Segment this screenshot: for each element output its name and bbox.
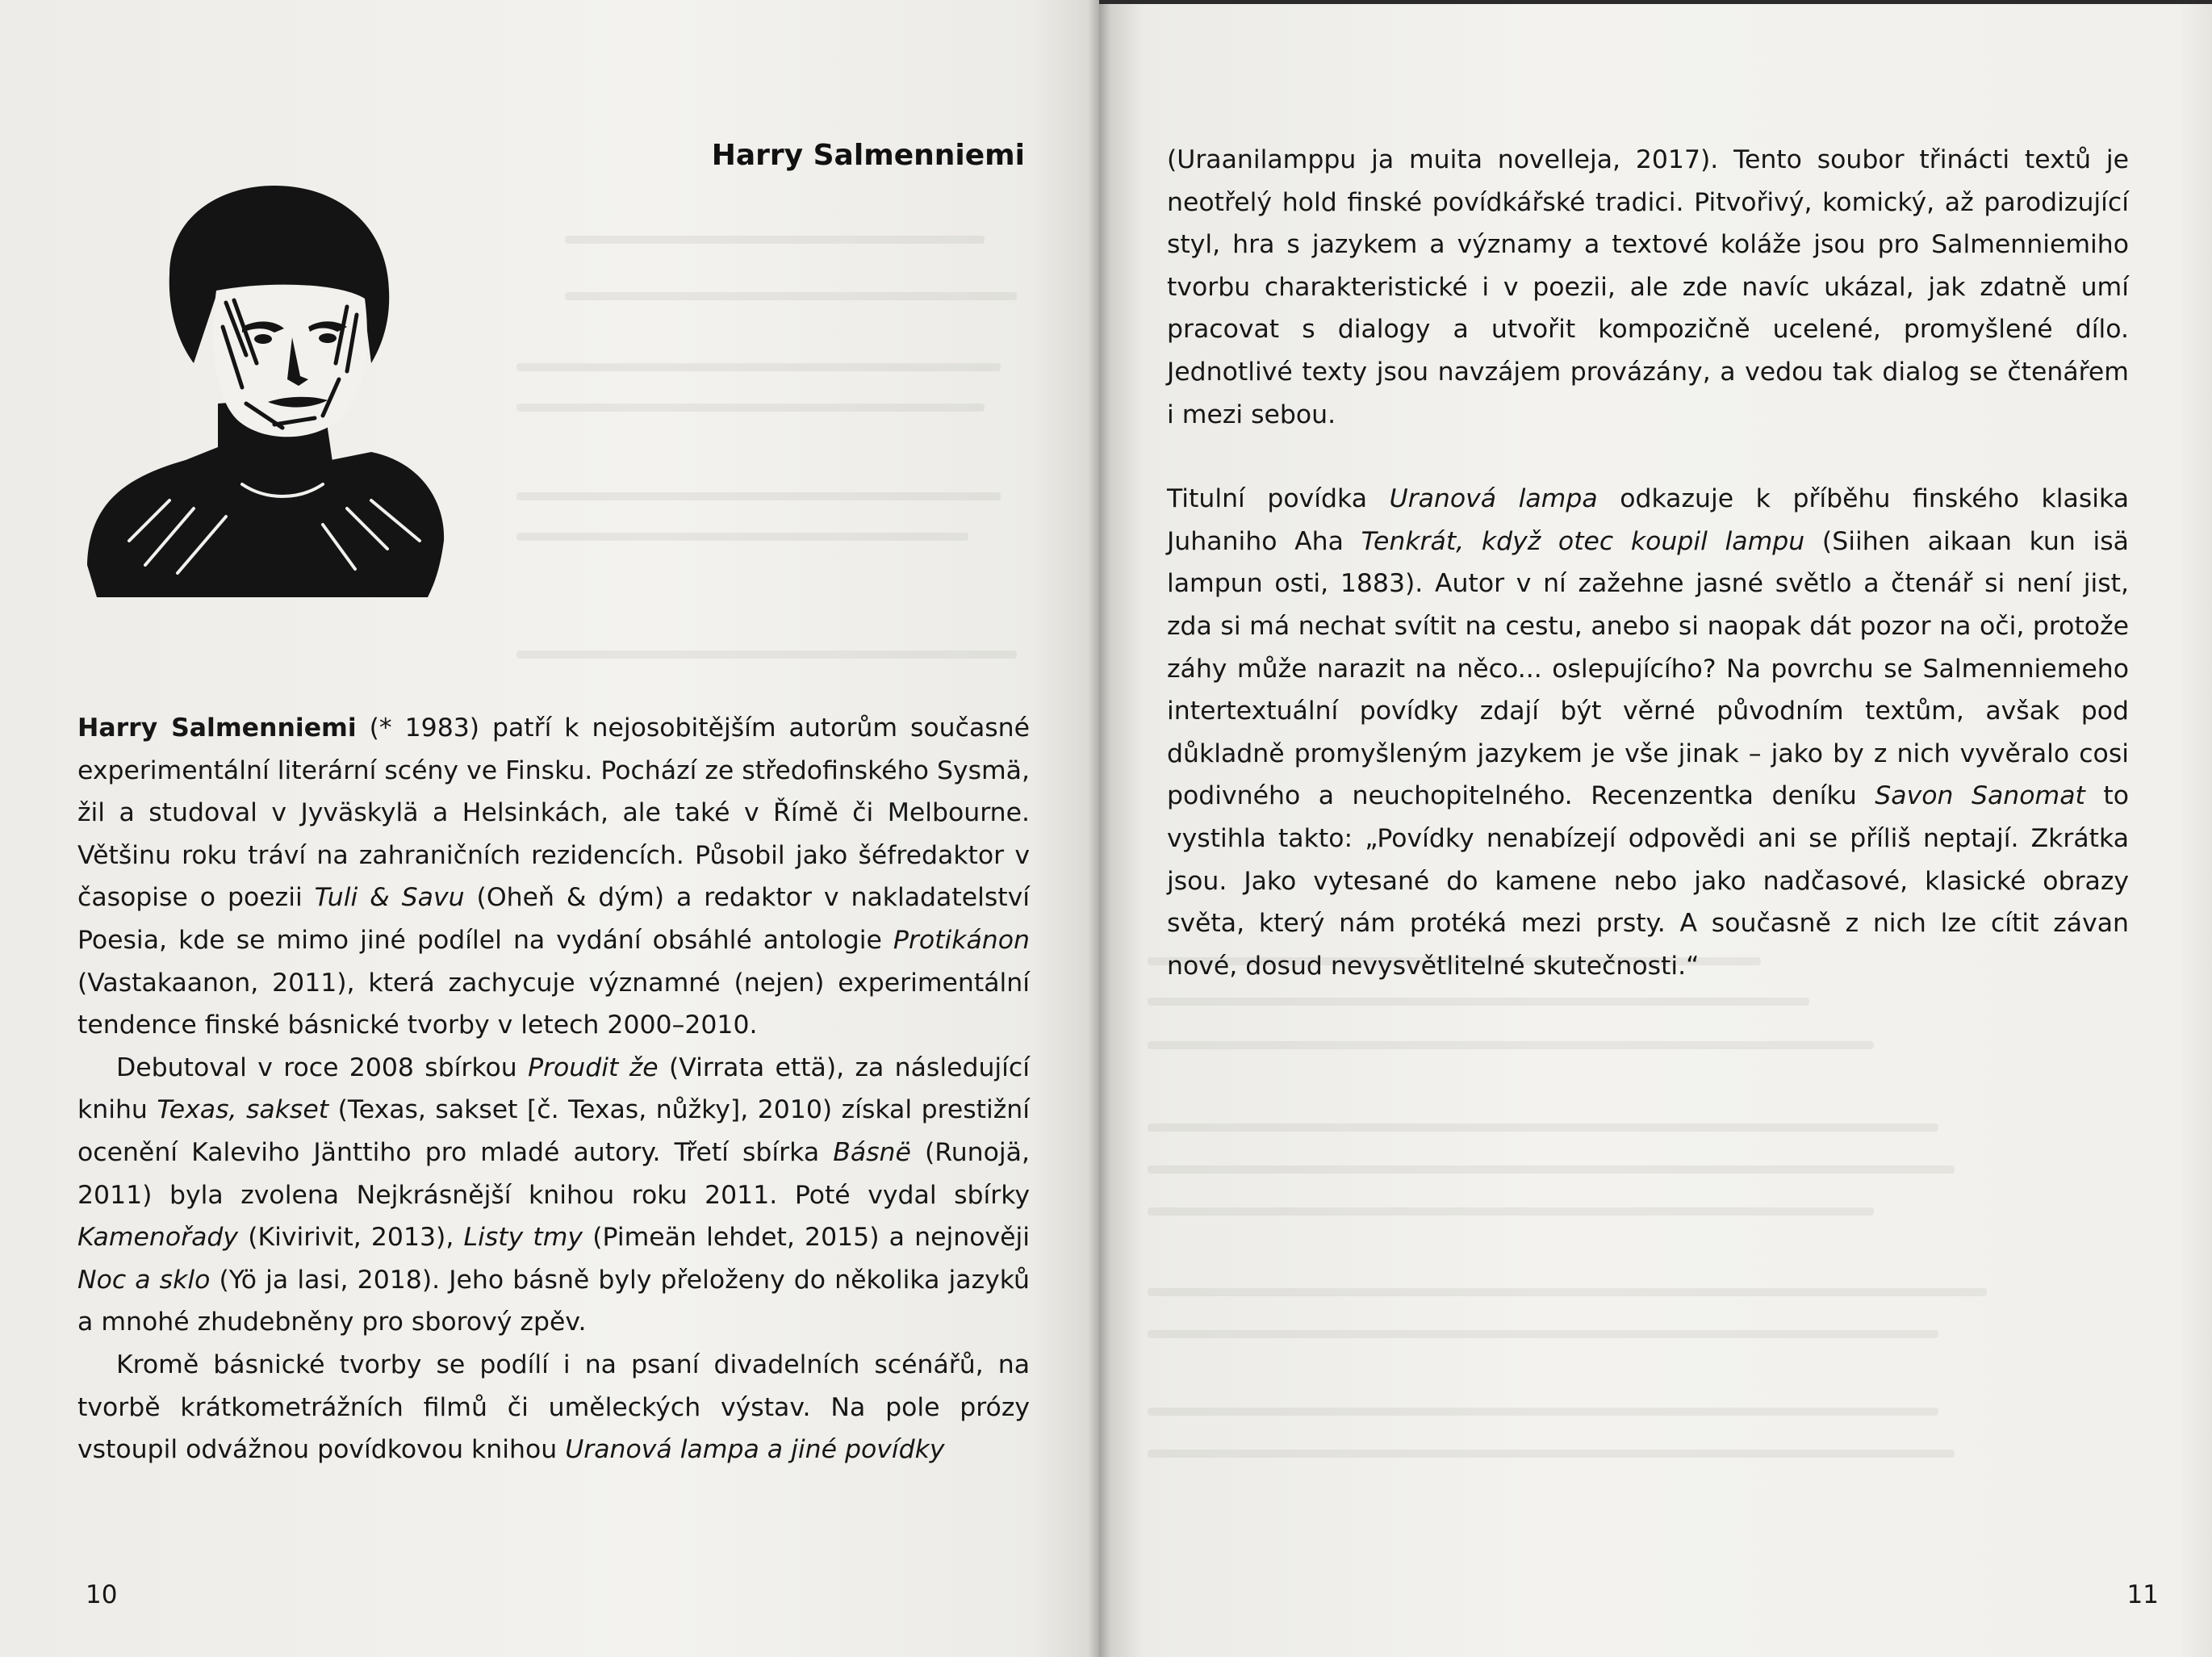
italic-title: Uranová lampa bbox=[1389, 484, 1598, 514]
bleed-through-line bbox=[516, 492, 1001, 500]
italic-title: Básnë bbox=[833, 1137, 911, 1167]
text-run: (Vastakaanon, 2011), která zachycuje významné (nejen) experimentální tendence finské básnické tvorby v letech 2000–2010. bbox=[77, 968, 1030, 1040]
italic-title: Proudit že bbox=[528, 1052, 659, 1082]
italic-title: Protikánon bbox=[893, 925, 1030, 955]
text-run: (Oheň & dým) a redaktor v nakladatelství Poesia, kde se mimo jiné podílel na vydání obsáhlé antologie bbox=[77, 883, 1030, 955]
right-text-column bbox=[1167, 139, 2129, 987]
italic-title: Kamenořady bbox=[77, 1223, 239, 1253]
text-run: Titulní povídka bbox=[1167, 484, 1390, 514]
paragraph bbox=[77, 1047, 1030, 1344]
bleed-through-line bbox=[1148, 1165, 1955, 1174]
woodcut-portrait-icon bbox=[81, 161, 452, 621]
text-run: (Uraanilamppu ja muita novelleja, 2017). Tento soubor třinácti textů je neotřelý hold finské povídkářské tradici. Pitvořivý, komický, až parodizující styl, hra s jazykem a významy a textové koláže jsou pro Salmenniemiho tvorbu charakteristické i v poezii, ale zde navíc ukázal, jak zdatně umí pracovat s dialogy a utvořit kompozičně ucelené, promyšlené dílo. Jednotlivé texty jsou navzájem provázány, a vedou tak dialog se čtenářem i mezi sebou. bbox=[1167, 145, 2129, 429]
page-number: 11 bbox=[2126, 1580, 2159, 1609]
text-run: (Kivirivit, 2013), bbox=[238, 1223, 464, 1253]
italic-title: Listy tmy bbox=[463, 1223, 583, 1253]
paragraph bbox=[77, 707, 1030, 1047]
bleed-through-line bbox=[1148, 1330, 1938, 1338]
bleed-through-line bbox=[1148, 1288, 1987, 1296]
page-edge-shadow bbox=[1099, 0, 2212, 4]
page-number: 10 bbox=[86, 1580, 118, 1609]
paragraph bbox=[1167, 478, 2129, 987]
bleed-through-line bbox=[1148, 998, 1809, 1006]
bleed-through-line bbox=[516, 651, 1017, 659]
text-run: (Siihen aikaan kun isä lampun osti, 1883). Autor v ní zažehne jasné světlo a čtenář si není jist, zda si má nechat svítit na cestu, anebo si naopak dát pozor na oči, protože záhy může narazit na něco... oslepujícího? Na povrchu se Salmenniemeho intertextuální povídky zdají být věrné původním textům, avšak pod důkladně promyšleným jazykem je vše jinak – jako by z nich vyvěralo cosi podivného a neuchopitelného. Recenzentka deníku bbox=[1167, 526, 2129, 811]
italic-title: Texas, sakset bbox=[157, 1095, 329, 1125]
paragraph bbox=[77, 1344, 1030, 1471]
lead-name: Harry Salmenniemi bbox=[77, 713, 357, 743]
bleed-through-line bbox=[565, 236, 985, 244]
italic-title: Tuli & Savu bbox=[314, 883, 465, 913]
italic-title: Tenkrát, když otec koupil lampu bbox=[1361, 526, 1805, 556]
book-gutter bbox=[1088, 0, 1110, 1657]
italic-title: Noc a sklo bbox=[77, 1265, 211, 1295]
author-heading: Harry Salmenniemi bbox=[711, 139, 1025, 172]
bleed-through-line bbox=[1148, 1041, 1874, 1049]
bleed-through-line bbox=[1148, 1123, 1938, 1132]
bleed-through-line bbox=[516, 533, 968, 541]
bleed-through-line bbox=[516, 404, 985, 412]
left-text-column bbox=[77, 707, 1030, 1471]
bleed-through-line bbox=[1148, 1408, 1938, 1416]
bleed-through-line bbox=[565, 292, 1017, 300]
text-run: (Texas, sakset [č. Texas, nůžky], 2010) získal prestižní ocenění Kaleviho Jänttiho pro mladé autory. Třetí sbírka bbox=[77, 1095, 1030, 1167]
paragraph bbox=[1167, 139, 2129, 436]
text-run: (Yö ja lasi, 2018). Jeho básně byly přeloženy do několika jazyků a mnohé zhudebněny pro sborový zpěv. bbox=[77, 1265, 1030, 1337]
italic-title: Uranová lampa a jiné povídky bbox=[565, 1435, 945, 1465]
text-run: odkazuje k příběhu finského klasika Juhaniho Aha bbox=[1167, 484, 2129, 556]
text-run: Kromě básnické tvorby se podílí i na psaní divadelních scénářů, na tvorbě krátkometrážních filmů či uměleckých výstav. Na pole prózy vstoupil odvážnou povídkovou knihou bbox=[77, 1349, 1030, 1465]
text-run: (Pimeän lehdet, 2015) a nejnověji bbox=[583, 1223, 1030, 1253]
text-run: to vystihla takto: „Povídky nenabízejí odpovědi ani se příliš neptají. Zkrátka jsou. Jako vytesané do kamene nebo jako nadčasové, klasické obrazy světa, který nám protéká mezi prsty. A současně z nich lze cítit závan nové, dosud nevysvětlitelné skutečnosti.“ bbox=[1167, 781, 2129, 981]
text-run: (Virrata että), za následující knihu bbox=[77, 1052, 1030, 1125]
left-page bbox=[0, 0, 1099, 1657]
italic-title: Savon Sanomat bbox=[1875, 781, 2085, 811]
bleed-through-line bbox=[1148, 1450, 1955, 1458]
text-run: Debutoval v roce 2008 sbírkou bbox=[116, 1052, 529, 1082]
text-run: (Runojä, 2011) byla zvolena Nejkrásnější knihou roku 2011. Poté vydal sbírky bbox=[77, 1137, 1030, 1210]
bleed-through-line bbox=[516, 363, 1001, 371]
right-page bbox=[1099, 0, 2212, 1657]
text-run: (* 1983) patří k nejosobitějším autorům současné experimentální literární scény ve Finsku. Pochází ze středofinského Sysmä, žil a studoval v Jyväskylä a Helsinkách, ale také v Římě či Melbourne. Většinu roku tráví na zahraničních rezidencích. Působil jako šéfredaktor v časopise o poezii bbox=[77, 713, 1031, 913]
bleed-through-line bbox=[1148, 1207, 1874, 1216]
